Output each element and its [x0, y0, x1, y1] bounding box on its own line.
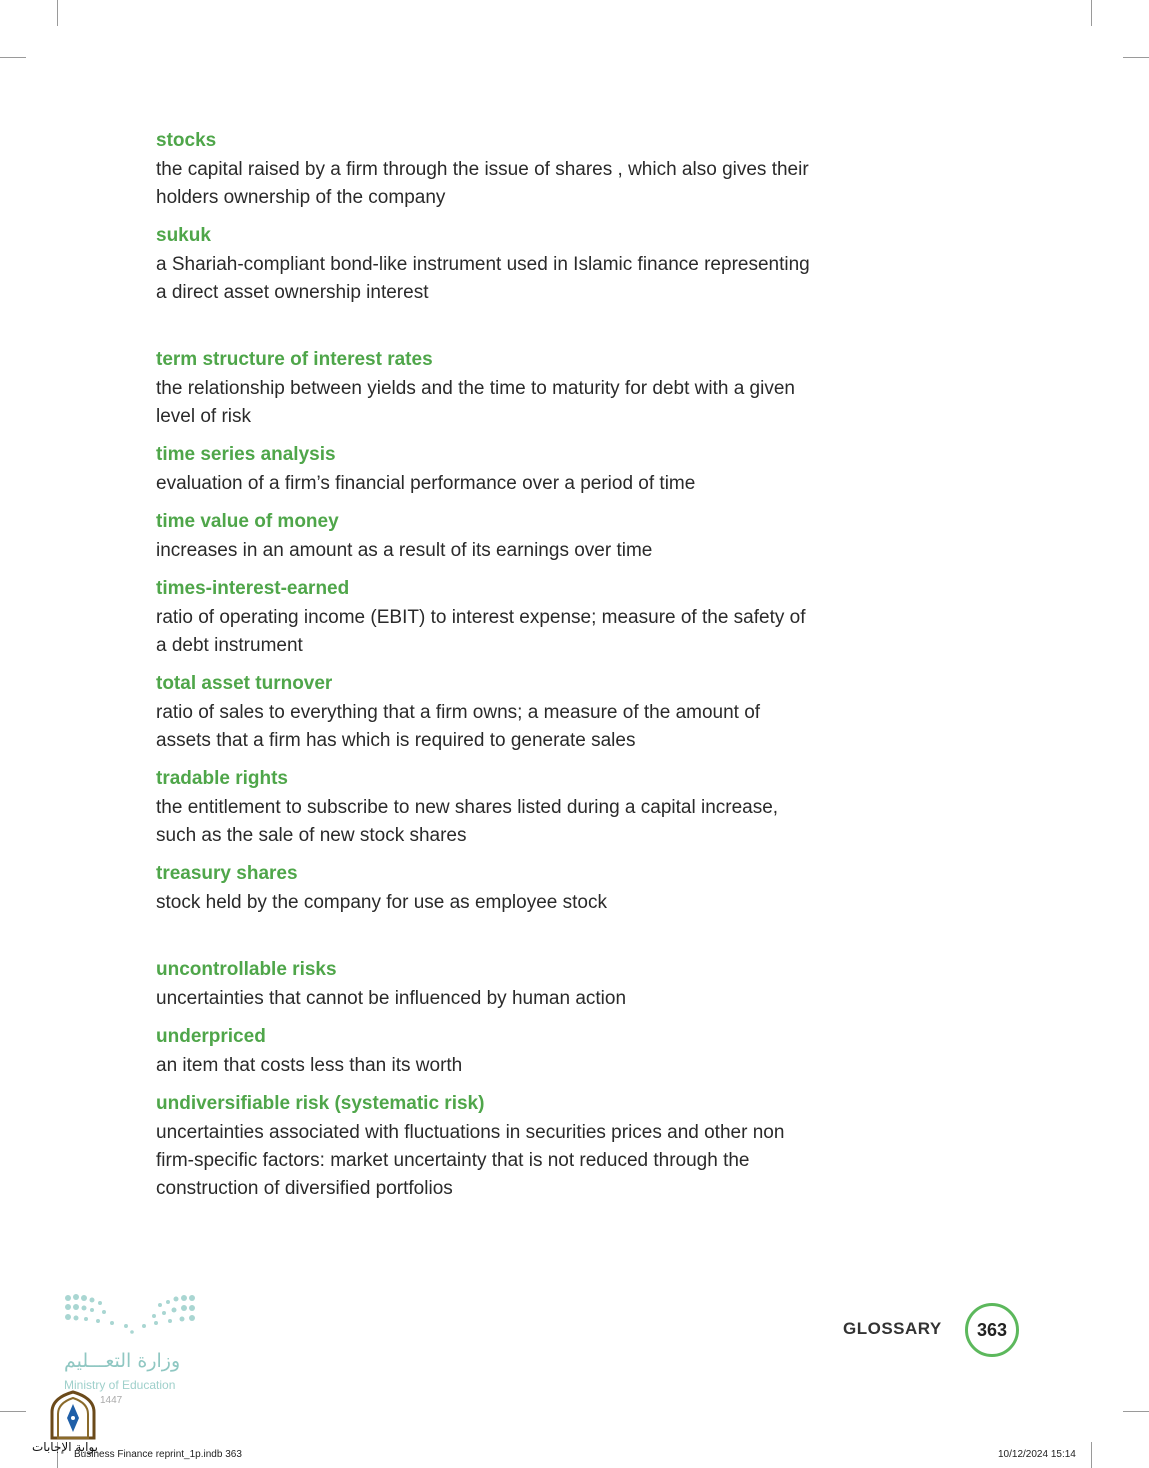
crop-mark	[0, 57, 26, 58]
crop-mark	[1123, 57, 1149, 58]
glossary-term: uncontrollable risks	[156, 959, 337, 980]
glossary-entry	[156, 671, 816, 755]
crop-mark	[0, 1411, 26, 1412]
glossary-entry	[156, 1024, 816, 1080]
glossary-definition: the relationship between yields and the time to maturity for debt with a given level of risk	[156, 378, 795, 427]
glossary-definition: an item that costs less than its worth	[156, 1055, 463, 1076]
glossary-term: time value of money	[156, 511, 339, 532]
glossary-entry	[156, 766, 816, 850]
glossary-entry	[156, 128, 816, 212]
glossary-definition: evaluation of a firm’s financial performance over a period of time	[156, 473, 696, 494]
glossary-definition: a Shariah-compliant bond-like instrument used in Islamic finance representing a direct asset ownership interest	[156, 254, 810, 303]
glossary-entry	[156, 1091, 816, 1203]
glossary-list	[156, 128, 816, 1203]
glossary-definition: stock held by the company for use as employee stock	[156, 892, 607, 913]
section-label: GLOSSARY	[843, 1319, 942, 1338]
glossary-definition: the capital raised by a firm through the issue of shares , which also gives their holders ownership of the company	[156, 159, 809, 208]
glossary-entry	[156, 223, 816, 307]
glossary-term: term structure of interest rates	[156, 349, 433, 370]
glossary-term: undiversifiable risk (systematic risk)	[156, 1093, 485, 1114]
glossary-definition: uncertainties associated with fluctuations in securities prices and other non firm-specific factors: market uncertainty that is not reduced through the construction of diversified portfolios	[156, 1122, 785, 1199]
glossary-term: time series analysis	[156, 444, 336, 465]
glossary-term: total asset turnover	[156, 673, 333, 694]
glossary-term: underpriced	[156, 1026, 266, 1047]
glossary-term: times-interest-earned	[156, 578, 350, 599]
glossary-term: tradable rights	[156, 768, 288, 789]
page-number-text: 363	[976, 1319, 1008, 1340]
glossary-entry	[156, 509, 816, 565]
print-slug-datetime: 10/12/2024 15:14	[998, 1449, 1076, 1460]
glossary-definition: the entitlement to subscribe to new shares listed during a capital increase, such as the sale of new stock shares	[156, 797, 779, 846]
glossary-term: sukuk	[156, 225, 211, 246]
ministry-year: 1447	[100, 1395, 123, 1406]
glossary-definition: increases in an amount as a result of its earnings over time	[156, 540, 653, 561]
glossary-definition: ratio of operating income (EBIT) to interest expense; measure of the safety of a debt instrument	[156, 607, 806, 656]
glossary-entry	[156, 957, 816, 1013]
page-number	[965, 1303, 1019, 1357]
glossary-entry	[156, 347, 816, 431]
glossary-definition: uncertainties that cannot be influenced by human action	[156, 988, 627, 1009]
crop-mark	[1091, 1442, 1092, 1468]
ministry-name-english: Ministry of Education	[64, 1378, 176, 1392]
glossary-entry	[156, 442, 816, 498]
glossary-term: treasury shares	[156, 863, 298, 884]
glossary-entry	[156, 861, 816, 917]
site-name: بوابة الإجابات	[32, 1440, 99, 1454]
ministry-name-arabic: وزارة التعـــليم	[64, 1350, 181, 1372]
crop-mark	[1123, 1411, 1149, 1412]
crop-mark	[1091, 0, 1092, 26]
glossary-entry	[156, 576, 816, 660]
print-slug-file: Business Finance reprint_1p.indb 363	[74, 1449, 242, 1460]
crop-mark	[57, 0, 58, 26]
glossary-definition: ratio of sales to everything that a firm owns; a measure of the amount of assets that a firm has which is required to generate sales	[156, 702, 761, 751]
ministry-logo-dots-icon	[60, 1290, 210, 1340]
glossary-term: stocks	[156, 130, 217, 151]
